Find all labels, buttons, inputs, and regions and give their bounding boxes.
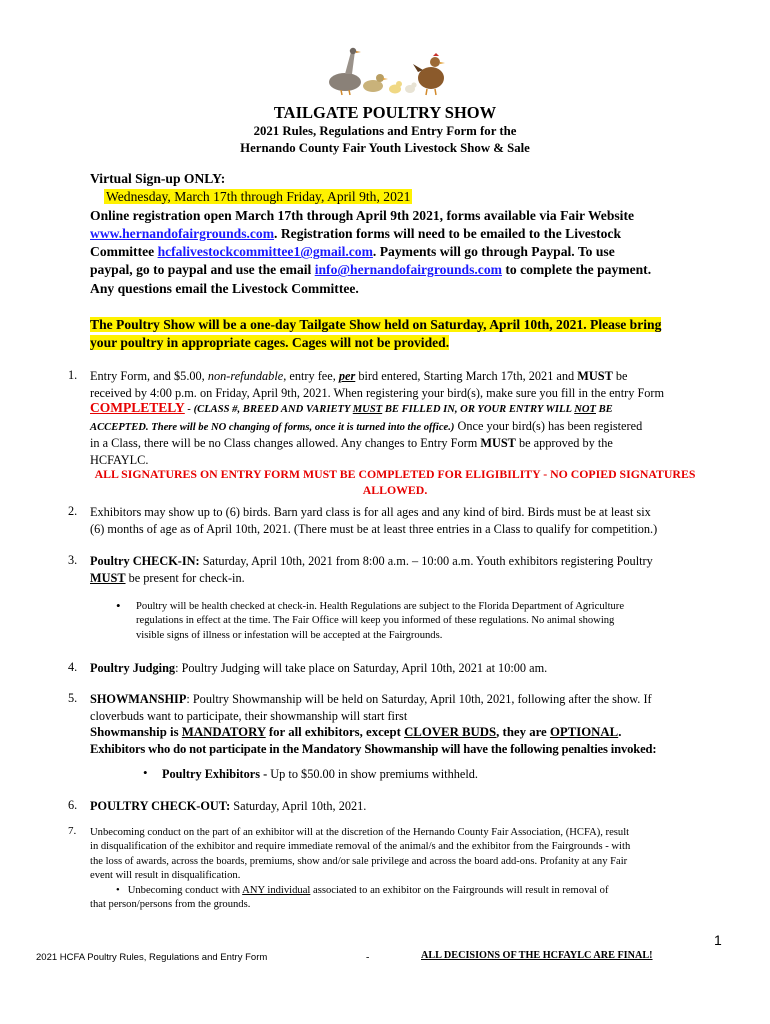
rule-3-number: 3.	[68, 553, 78, 567]
bullet-icon: •	[143, 765, 148, 780]
rule-5-number: 5.	[68, 691, 78, 705]
rule-7-number: 7.	[68, 825, 77, 837]
footer-separator: -	[366, 952, 370, 963]
footer-right: ALL DECISIONS OF THE HCFAYLC ARE FINAL!	[421, 950, 653, 961]
rule-6-number: 6.	[68, 798, 78, 812]
rule-5: SHOWMANSHIP: Poultry Showmanship will be held on Saturday, April 10th, 2021, following after the show. If cloverbuds want to participate, their showmanship will start first Showmanship is MANDATORY for all exhibitors, except CLOVER BUDS, they are OPTIONAL. Exhibitors who do not participate in the Mandatory Showmanship will have the following penalties invoked:	[90, 692, 657, 756]
committee-email-link[interactable]: hcfalivestockcommittee1@gmail.com	[157, 244, 373, 260]
rule-6: POULTRY CHECK-OUT: Saturday, April 10th, 2021.	[90, 799, 367, 813]
rule-4: Poultry Judging: Poultry Judging will take place on Saturday, April 10th, 2021 at 10:00 am.	[90, 661, 548, 675]
page-number: 1	[714, 932, 722, 948]
virtual-heading: Virtual Sign-up ONLY:	[90, 171, 226, 186]
page-title: TAILGATE POULTRY SHOW	[273, 103, 497, 122]
bullet-icon: •	[116, 598, 121, 613]
rule-3: Poultry CHECK-IN: Saturday, April 10th, 2021 from 8:00 a.m. – 10:00 a.m. Youth exhibitors registering Poultry MUST be present for check-in.	[90, 554, 653, 585]
bullet-icon: •	[116, 884, 120, 896]
rule-1-number: 1.	[68, 368, 78, 382]
subtitle-line-2: Hernando County Fair Youth Livestock Show & Sale	[240, 141, 530, 155]
rule-3-health-note: Poultry will be health checked at check-in. Health Regulations are subject to the Florida Department of Agriculture regulations in effect at the time. The Fair Office will keep you informed of these regulations. No animal showing visible signs of illness or infestation will be accepted at the Fairgrounds.	[136, 601, 625, 641]
rule-2-number: 2.	[68, 504, 78, 518]
questions-line: Any questions email the Livestock Committee.	[90, 280, 359, 296]
payment-email-link[interactable]: info@hernandofairgrounds.com	[314, 262, 502, 278]
poultry-logo	[315, 44, 455, 96]
fair-website-link[interactable]: www.hernandofairgrounds.com	[90, 225, 275, 241]
rule-5-penalty: Poultry Exhibitors - Up to $50.00 in show premiums withheld.	[162, 767, 478, 781]
virtual-signup-block: Virtual Sign-up ONLY: Wednesday, March 17th through Friday, April 9th, 2021 Online registration open March 17th through April 9th 2021, forms available via Fair Website www.hernandofairgrounds.com. Registration forms will need to be emailed to the Livestock Committee hcfalivestockcommittee1@gmail.com. Payments will go through Paypal. To use paypal, go to paypal and use the email info@hernandofairgrounds.com to complete the payment. Any questions email the Livestock Committee.	[90, 170, 730, 298]
signature-warning: ALL SIGNATURES ON ENTRY FORM MUST BE COMPLETED FOR ELIGIBILITY - NO COPIED SIGNATURES ALLOWED.	[94, 467, 696, 497]
rule-2: Exhibitors may show up to (6) birds. Barn yard class is for all ages and any kind of bird. Birds must be at least six (6) months of age as of April 10th, 2021. (There must be at least three entries in a Class to qualify for competition.)	[90, 505, 658, 536]
rule-7: Unbecoming conduct on the part of an exhibitor will at the discretion of the Hernando County Fair Association, (HCFA), result in disqualification of the exhibitor and require immediate removal of the animal/s and the exhibitor from the Fairgrounds - with the loss of awards, across the boards, premiums, show and/or sale privilege and across the board add-ons. Profanity at any Fair event will result in disqualification. • Unbecoming conduct with ANY individual associated to an exhibitor on the Fairgrounds will result in removal of that person/persons from the grounds.	[90, 827, 631, 911]
subtitle-line-1: 2021 Rules, Regulations and Entry Form for the	[253, 124, 517, 138]
tailgate-notice: The Poultry Show will be a one-day Tailgate Show held on Saturday, April 10th, 2021. Please bring your poultry in appropriate cages. Cages will not be provided.	[90, 317, 662, 351]
footer-left: 2021 HCFA Poultry Rules, Regulations and Entry Form	[36, 952, 268, 963]
rule-1: Entry Form, and $5.00, non-refundable, entry fee, per bird entered, Starting March 17th, 2021 and MUST be received by 4:00 p.m. on Friday, April 9th, 2021. When registering your bird(s), make sure you fill in the entry Form COMPLETELY - (CLASS #, BREED AND VARIETY MUST BE FILLED IN, OR YOUR ENTRY WILL NOT BE ACCEPTED. There will be NO changing of forms, once it is turned into the office.) Once your bird(s) has been registered in a Class, there will be no Class changes allowed. Any changes to Entry Form MUST be approved by the HCFAYLC.	[90, 369, 665, 467]
rule-4-number: 4.	[68, 660, 78, 674]
registration-line-1: Online registration open March 17th through April 9th 2021, forms available via Fair Website	[90, 207, 635, 223]
signup-dates: Wednesday, March 17th through Friday, April 9th, 2021	[106, 189, 411, 205]
